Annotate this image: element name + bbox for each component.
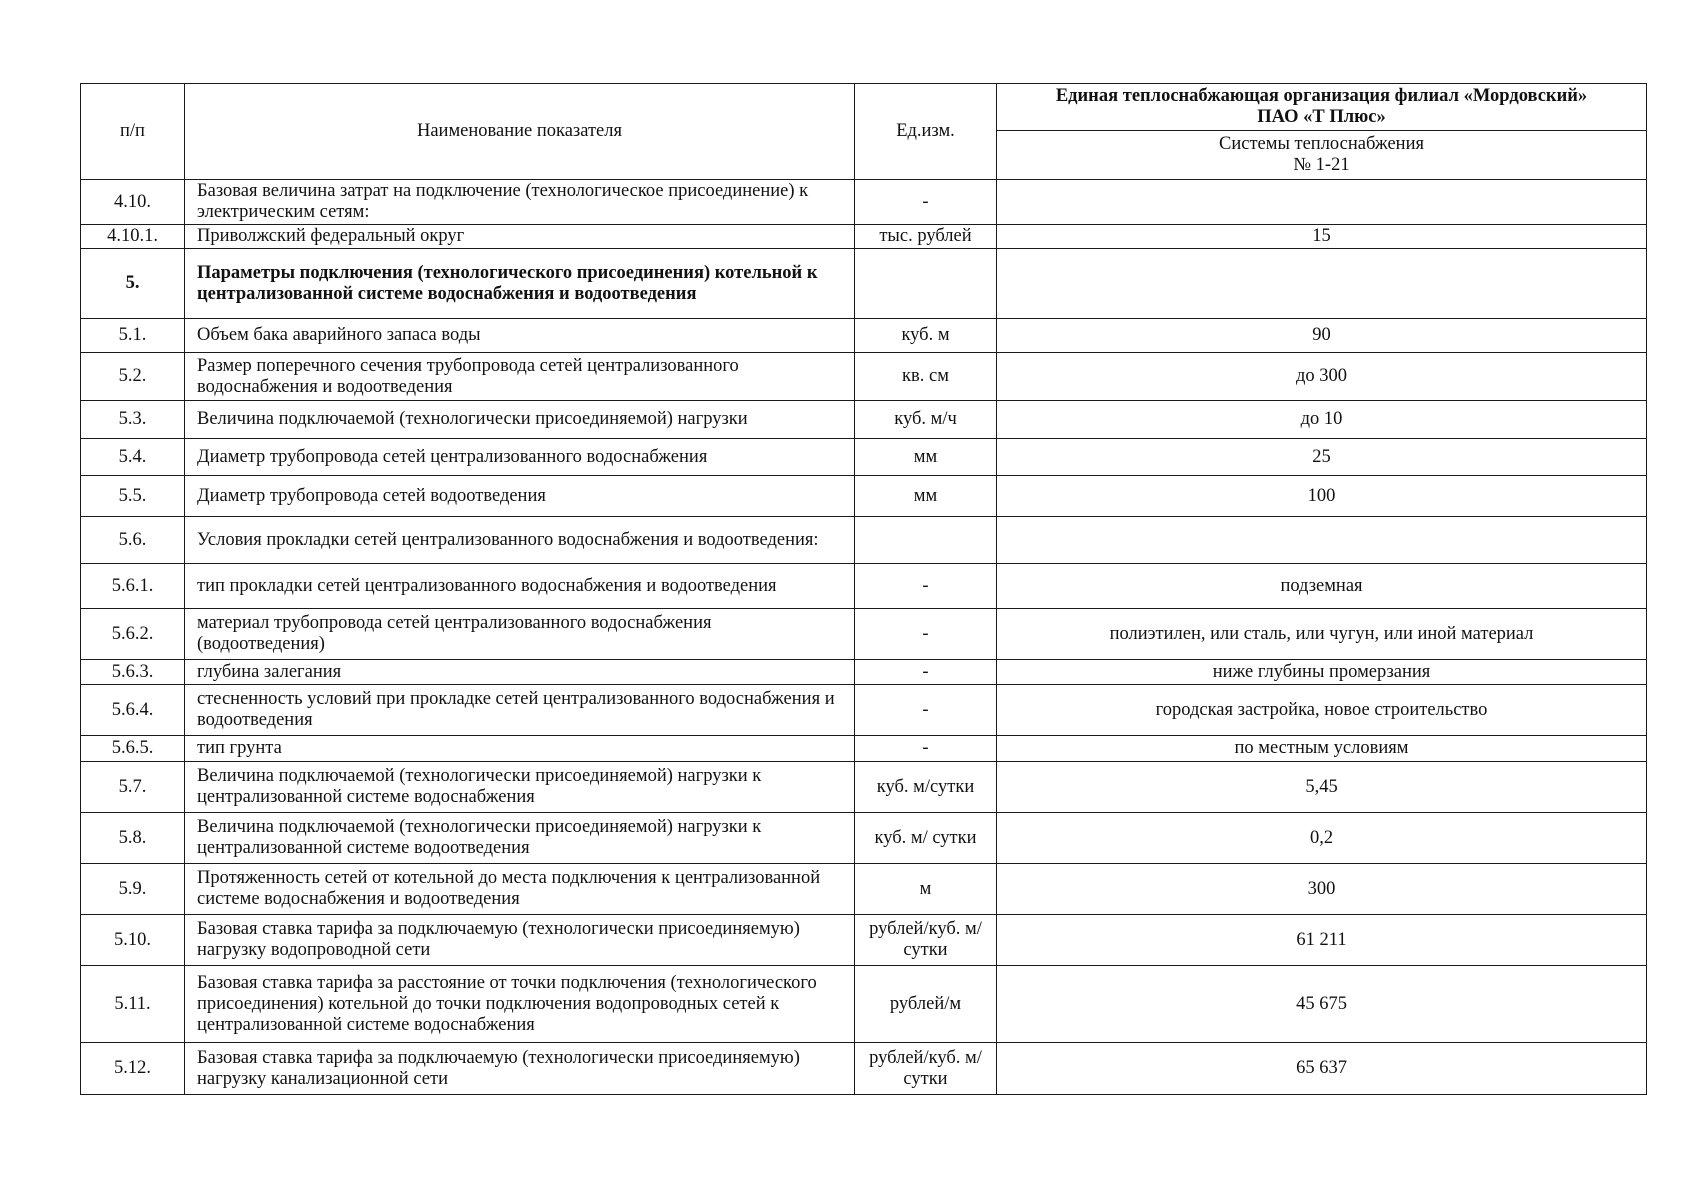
- table-row: [81, 864, 1647, 915]
- row-number: 5.9.: [81, 864, 185, 915]
- parameters-table: [80, 83, 1647, 1095]
- header-num: п/п: [81, 84, 185, 180]
- row-value: 25: [997, 439, 1647, 476]
- row-number: 5.6.1.: [81, 564, 185, 609]
- row-unit: куб. м/сутки: [855, 762, 997, 813]
- row-unit: рублей/м: [855, 966, 997, 1043]
- row-number: 5.: [81, 249, 185, 319]
- row-value: городская застройка, новое строительство: [997, 685, 1647, 736]
- row-unit: куб. м/ сутки: [855, 813, 997, 864]
- table-row: [81, 609, 1647, 660]
- row-unit: -: [855, 660, 997, 685]
- row-number: 5.6.: [81, 517, 185, 564]
- row-value: [997, 180, 1647, 225]
- row-number: 5.6.3.: [81, 660, 185, 685]
- row-number: 5.6.5.: [81, 736, 185, 762]
- header-row: [81, 84, 1647, 131]
- row-value: ниже глубины промерзания: [997, 660, 1647, 685]
- row-value: 61 211: [997, 915, 1647, 966]
- row-number: 5.12.: [81, 1043, 185, 1095]
- row-unit: мм: [855, 476, 997, 517]
- table-row: [81, 1043, 1647, 1095]
- row-value: 100: [997, 476, 1647, 517]
- row-indicator-name: Приволжский федеральный округ: [185, 225, 855, 249]
- row-indicator-name: тип прокладки сетей централизованного водоснабжения и водоотведения: [185, 564, 855, 609]
- row-indicator-name: Величина подключаемой (технологически присоединяемой) нагрузки к централизованной системе водоотведения: [185, 813, 855, 864]
- table-row: [81, 439, 1647, 476]
- row-number: 5.6.2.: [81, 609, 185, 660]
- row-number: 5.10.: [81, 915, 185, 966]
- header-name: Наименование показателя: [185, 84, 855, 180]
- row-number: 4.10.1.: [81, 225, 185, 249]
- row-unit: -: [855, 609, 997, 660]
- table-row: [81, 180, 1647, 225]
- row-unit: тыс. рублей: [855, 225, 997, 249]
- row-value: 0,2: [997, 813, 1647, 864]
- table-row: [81, 762, 1647, 813]
- row-unit: [855, 249, 997, 319]
- row-number: 5.3.: [81, 401, 185, 439]
- row-value: 90: [997, 319, 1647, 353]
- row-unit: [855, 517, 997, 564]
- header-org-line2: ПАО «Т Плюс»: [1257, 107, 1386, 127]
- row-unit: -: [855, 685, 997, 736]
- table-row: [81, 353, 1647, 401]
- table-row: [81, 813, 1647, 864]
- row-unit: кв. см: [855, 353, 997, 401]
- row-unit: рублей/куб. м/сутки: [855, 915, 997, 966]
- header-systems-line2: № 1-21: [1293, 155, 1350, 175]
- table-row: [81, 225, 1647, 249]
- row-indicator-name: Базовая величина затрат на подключение (технологическое присоединение) к электрическим сетям:: [185, 180, 855, 225]
- table-row: [81, 319, 1647, 353]
- row-indicator-name: Объем бака аварийного запаса воды: [185, 319, 855, 353]
- row-value: до 10: [997, 401, 1647, 439]
- row-number: 5.5.: [81, 476, 185, 517]
- row-indicator-name: Условия прокладки сетей централизованного водоснабжения и водоотведения:: [185, 517, 855, 564]
- table-row: [81, 476, 1647, 517]
- row-value: 5,45: [997, 762, 1647, 813]
- row-indicator-name: Базовая ставка тарифа за подключаемую (технологически присоединяемую) нагрузку канализационной сети: [185, 1043, 855, 1095]
- row-number: 5.11.: [81, 966, 185, 1043]
- row-value: [997, 517, 1647, 564]
- row-indicator-name: Параметры подключения (технологического присоединения) котельной к централизованной системе водоснабжения и водоотведения: [185, 249, 855, 319]
- row-indicator-name: материал трубопровода сетей централизованного водоснабжения (водоотведения): [185, 609, 855, 660]
- row-value: [997, 249, 1647, 319]
- row-number: 5.2.: [81, 353, 185, 401]
- row-indicator-name: Диаметр трубопровода сетей водоотведения: [185, 476, 855, 517]
- row-number: 5.7.: [81, 762, 185, 813]
- header-org-line1: Единая теплоснабжающая организация филиал «Мордовский»: [1055, 86, 1588, 106]
- row-number: 5.1.: [81, 319, 185, 353]
- table-row: [81, 517, 1647, 564]
- row-number: 5.4.: [81, 439, 185, 476]
- row-indicator-name: Величина подключаемой (технологически присоединяемой) нагрузки к централизованной системе водоснабжения: [185, 762, 855, 813]
- row-indicator-name: Базовая ставка тарифа за подключаемую (технологически присоединяемую) нагрузку водопроводной сети: [185, 915, 855, 966]
- row-unit: -: [855, 736, 997, 762]
- row-value: по местным условиям: [997, 736, 1647, 762]
- table-row: [81, 249, 1647, 319]
- table-row: [81, 401, 1647, 439]
- table-row: [81, 915, 1647, 966]
- row-indicator-name: стесненность условий при прокладке сетей централизованного водоснабжения и водоотведения: [185, 685, 855, 736]
- row-indicator-name: тип грунта: [185, 736, 855, 762]
- row-indicator-name: Диаметр трубопровода сетей централизованного водоснабжения: [185, 439, 855, 476]
- row-indicator-name: Величина подключаемой (технологически присоединяемой) нагрузки: [185, 401, 855, 439]
- row-value: 15: [997, 225, 1647, 249]
- table-row: [81, 966, 1647, 1043]
- row-value: 65 637: [997, 1043, 1647, 1095]
- row-unit: куб. м/ч: [855, 401, 997, 439]
- row-indicator-name: Размер поперечного сечения трубопровода сетей централизованного водоснабжения и водоотведения: [185, 353, 855, 401]
- row-unit: м: [855, 864, 997, 915]
- row-value: подземная: [997, 564, 1647, 609]
- row-indicator-name: глубина залегания: [185, 660, 855, 685]
- table-row: [81, 685, 1647, 736]
- header-systems: [997, 131, 1647, 180]
- row-indicator-name: Базовая ставка тарифа за расстояние от точки подключения (технологического присоединения) котельной до точки подключения водопроводных сетей к централизованной системе водоснабжения: [185, 966, 855, 1043]
- table-row: [81, 660, 1647, 685]
- row-number: 5.8.: [81, 813, 185, 864]
- table-row: [81, 736, 1647, 762]
- row-unit: мм: [855, 439, 997, 476]
- row-indicator-name: Протяженность сетей от котельной до места подключения к централизованной системе водоснабжения и водоотведения: [185, 864, 855, 915]
- row-value: 300: [997, 864, 1647, 915]
- row-unit: -: [855, 180, 997, 225]
- row-unit: -: [855, 564, 997, 609]
- row-value: 45 675: [997, 966, 1647, 1043]
- header-unit: Ед.изм.: [855, 84, 997, 180]
- table-row: [81, 564, 1647, 609]
- row-number: 5.6.4.: [81, 685, 185, 736]
- row-unit: куб. м: [855, 319, 997, 353]
- row-unit: рублей/куб. м/сутки: [855, 1043, 997, 1095]
- header-systems-line1: Системы теплоснабжения: [1219, 134, 1424, 154]
- header-organization: [997, 84, 1647, 131]
- row-value: полиэтилен, или сталь, или чугун, или иной материал: [997, 609, 1647, 660]
- row-number: 4.10.: [81, 180, 185, 225]
- row-value: до 300: [997, 353, 1647, 401]
